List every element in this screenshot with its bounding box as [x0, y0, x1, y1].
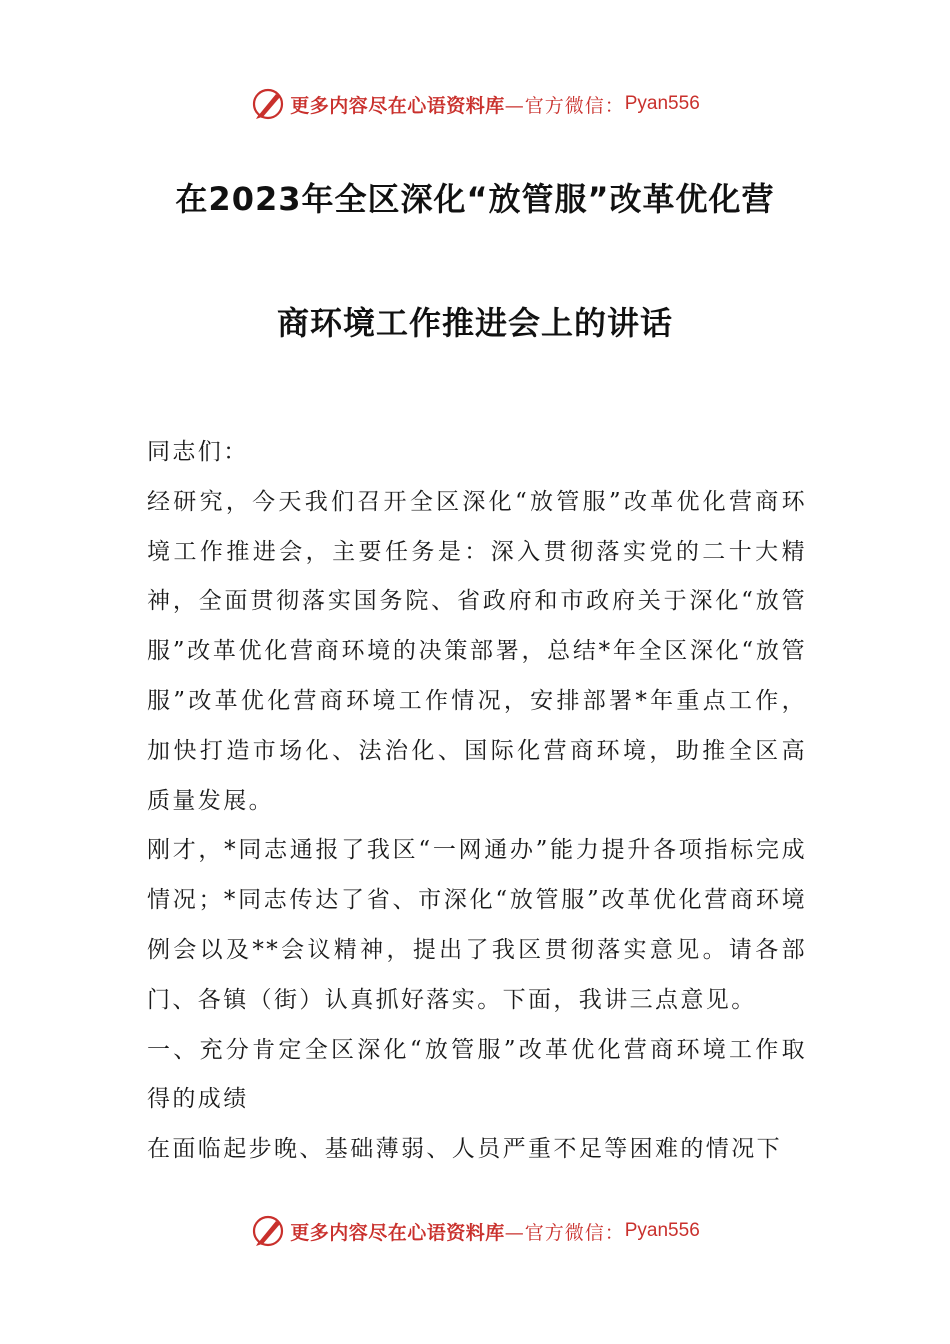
- body-paragraph: 经研究，今天我们召开全区深化“放管服”改革优化营商环境工作推进会，主要任务是：深入贯彻落实党的二十大精神，全面贯彻落实国务院、省政府和市政府关于深化“放管服”改革优化营商环境的决策部署，总结*年全区深化“放管服”改革优化营商环境工作情况，安排部署*年重点工作，加快打造市场化、法治化、国际化营商环境，助推全区高质量发展。: [147, 488, 807, 814]
- banner-separator-text: —官方微信：: [504, 94, 625, 117]
- salutation: 同志们：: [147, 439, 249, 465]
- document-body: [147, 428, 807, 1175]
- banner-separator-text: —官方微信：: [504, 1221, 625, 1244]
- footer-watermark-banner: [0, 1209, 950, 1253]
- pen-circle-logo-icon: [250, 1213, 286, 1249]
- section-heading: 一、充分肯定全区深化“放管服”改革优化营商环境工作取得的成绩: [147, 1036, 807, 1113]
- document-title-line-2: 商环境工作推进会上的讲话: [276, 304, 673, 342]
- banner-wechat-id: Pyan556: [624, 93, 700, 114]
- header-watermark-banner: [0, 82, 950, 126]
- document-title-line-1: 在2023年全区深化“放管服”改革优化营: [175, 180, 775, 218]
- pen-circle-logo-icon: [250, 86, 286, 122]
- banner-wechat-id: Pyan556: [624, 1220, 700, 1241]
- banner-main-text: 更多内容尽在心语资料库: [290, 94, 505, 117]
- banner-main-text: 更多内容尽在心语资料库: [290, 1221, 505, 1244]
- body-paragraph: 在面临起步晚、基础薄弱、人员严重不足等困难的情况下: [147, 1136, 782, 1163]
- body-paragraph: 刚才，*同志通报了我区“一网通办”能力提升各项指标完成情况；*同志传达了省、市深化“放管服”改革优化营商环境例会以及**会议精神，提出了我区贯彻落实意见。请各部门、各镇（街）认真抓好落实。下面，我讲三点意见。: [147, 837, 807, 1013]
